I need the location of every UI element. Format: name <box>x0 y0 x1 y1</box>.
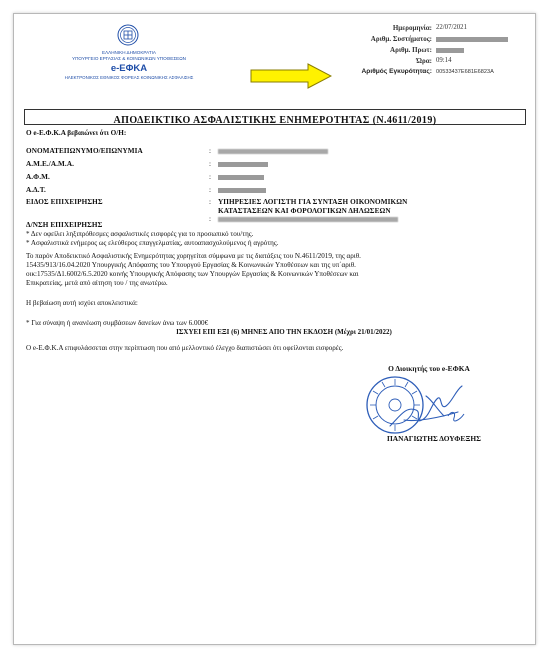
loan-condition: * Για σύναψη ή ανανέωση συμβάσεων δανείων άνω των 6.000€ <box>26 319 209 327</box>
business-value-line-2: ΚΑΤΑΣΤΑΣΕΩΝ ΚΑΙ ΦΟΡΟΛΟΓΙΚΩΝ ΔΗΛΩΣΕΩΝ <box>218 207 391 215</box>
date-value: 22/07/2021 <box>436 24 467 31</box>
ame-colon: : <box>209 160 211 168</box>
address-redacted <box>218 217 398 222</box>
protocol-redacted <box>436 48 464 53</box>
logo-block <box>32 24 232 94</box>
business-value-line-1: ΥΠΗΡΕΣΙΕΣ ΛΟΓΙΣΤΗ ΓΙΑ ΣΥΝΤΑΞΗ ΟΙΚΟΝΟΜΙΚΩΝ <box>218 198 408 206</box>
brand-logo: e-ΕΦΚΑ <box>110 63 148 74</box>
system-number-label: Αριθμ. Συστήματος: <box>370 35 432 43</box>
business-colon: : <box>209 198 211 206</box>
validity-label: Αριθμός Εγκυρότητας: <box>361 68 432 75</box>
legal-line-2: 15435/913/16.04.2020 Υπουργικής Απόφασης του Υπουργού Εργασίας & Κοινωνικών Υποθέσεων και της υπ΄αριθ. <box>26 261 356 269</box>
adt-label: Α.Δ.Τ. <box>26 186 46 194</box>
reservation-clause: Ο e-Ε.Φ.Κ.Α επιφυλάσσεται στην περίπτωση που από μελλοντικό έλεγχο διαπιστώσει ότι οφείλονται εισφορές. <box>26 344 344 352</box>
business-row <box>26 197 526 219</box>
signatory-name: ΠΑΝΑΓΙΩΤΗΣ ΔΟΥΦΕΞΗΣ <box>387 434 481 443</box>
signature-icon <box>386 376 470 436</box>
afm-colon: : <box>209 173 211 181</box>
name-label: ΟΝΟΜΑΤΕΠΩΝΥΜΟ/ΕΠΩΝΥΜΙΑ <box>26 147 143 155</box>
document-title: ΑΠΟΔΕΙΚΤΙΚΟ ΑΣΦΑΛΙΣΤΙΚΗΣ ΕΝΗΜΕΡΟΤΗΤΑΣ (Ν.4611/2019) <box>113 115 437 126</box>
signatory-title: Ο Διοικητής του e-ΕΦΚΑ <box>388 364 470 373</box>
note-no-overdue: * Δεν οφείλει ληξιπρόθεσμες ασφαλιστικές εισφορές για το προσωπικό του/της. <box>26 230 254 238</box>
time-value: 09:14 <box>436 57 452 64</box>
adt-redacted <box>218 188 266 193</box>
ame-row <box>26 159 526 169</box>
valid-six-months: ΙΣΧΥΕΙ ΕΠΙ ΕΞΙ (6) ΜΗΝΕΣ ΑΠΟ ΤΗΝ ΕΚΔΟΣΗ (Μέχρι 21/01/2022) <box>176 328 392 336</box>
protocol-label: Αριθμ. Πρωτ: <box>390 46 432 54</box>
name-redacted <box>218 149 328 154</box>
afm-label: Α.Φ.Μ. <box>26 173 50 181</box>
adt-row <box>26 185 526 195</box>
address-label: Δ/ΝΣΗ ΕΠΙΧΕΙΡΗΣΗΣ <box>26 221 103 229</box>
business-label: ΕΙΔΟΣ ΕΠΙΧΕΙΡΗΣΗΣ <box>26 198 103 206</box>
arrow-icon <box>250 63 332 89</box>
name-row <box>26 146 526 156</box>
ministry-label: ΥΠΟΥΡΓΕΙΟ ΕΡΓΑΣΙΑΣ & ΚΟΙΝΩΝΙΚΩΝ ΥΠΟΘΕΣΕΩΝ <box>72 56 186 61</box>
certificate-page <box>13 13 536 645</box>
legal-paragraph <box>26 252 523 288</box>
ame-redacted <box>218 162 268 167</box>
name-colon: : <box>209 147 211 155</box>
ame-label: Α.Μ.Ε./Α.Μ.Α. <box>26 160 75 168</box>
afm-redacted <box>218 175 264 180</box>
document-title-box <box>24 109 526 125</box>
validity-intro: Η βεβαίωση αυτή ισχύει αποκλειστικά: <box>26 299 138 307</box>
note-self-employed: * Ασφαλιστικά ενήμερος ως ελεύθερος επαγγελματίας, αυτοαπασχολούμενος ή αγρότης. <box>26 239 279 247</box>
certifies-line: Ο e-Ε.Φ.Κ.Α βεβαιώνει ότι Ο/Η: <box>26 129 127 137</box>
brand-subtitle: ΗΛΕΚΤΡΟΝΙΚΟΣ ΕΘΝΙΚΟΣ ΦΟΡΕΑΣ ΚΟΙΝΩΝΙΚΗΣ ΑΣΦΑΛΙΣΗΣ <box>64 75 194 80</box>
system-number-redacted <box>436 37 508 42</box>
legal-line-1: Το παρόν Αποδεικτικό Ασφαλιστικής Ενημερότητας χορηγείται σύμφωνα με τις διατάξεις του Ν.4611/2019, της αριθ. <box>26 252 361 260</box>
validity-value: 00533437E681E6823A <box>436 69 494 75</box>
legal-line-4: Επικρατείας, μετά από αίτηση του / της ανωτέρω. <box>26 279 168 287</box>
greek-emblem-icon <box>117 24 139 46</box>
address-colon: : <box>209 215 211 223</box>
address-row <box>26 215 526 230</box>
date-label: Ημερομηνία: <box>392 24 432 32</box>
afm-row <box>26 172 526 182</box>
legal-line-3: οικ:17535/Δ1.6002/6.5.2020 κοινής Υπουργικής Απόφασης των Υπουργών Εργασίας & Κοινωνικών Υποθέσεων και <box>26 270 359 278</box>
time-label: Ώρα: <box>416 57 432 65</box>
adt-colon: : <box>209 186 211 194</box>
header-meta <box>314 24 529 99</box>
republic-label: ΕΛΛΗΝΙΚΗ ΔΗΜΟΚΡΑΤΙΑ <box>102 50 156 55</box>
